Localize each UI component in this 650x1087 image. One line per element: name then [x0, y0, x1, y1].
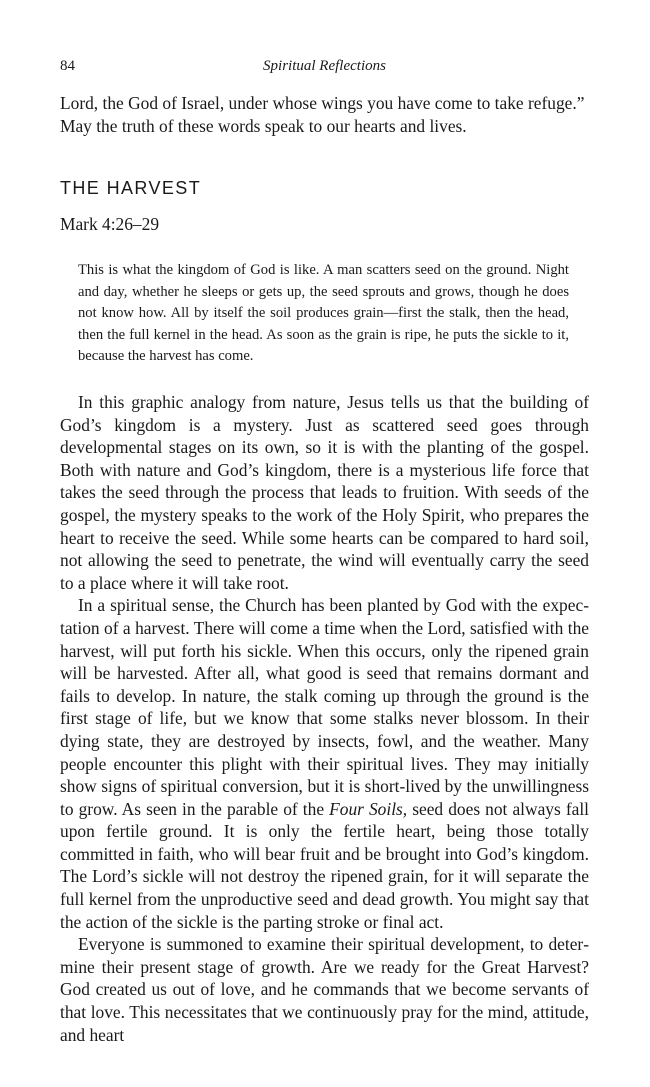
scripture-reference: Mark 4:26–29	[60, 214, 160, 234]
body-paragraph: Everyone is summoned to examine their spiritual development, to determine their present stage of growth. Are we ready for the Great Harvest? God created us out of love, and he commands that we become servants of that love. This necessitates that we continuously pray for the mind, attitude, and heart	[60, 934, 589, 1045]
running-title: Spiritual Reflections	[263, 58, 386, 74]
body-text-segment: In a spiritual sense, the Church has been planted by God with the expectation of a harvest. There will come a time when the Lord, satisfied with the harvest, will put forth his sickle. When this occurs, only the ripened grain will be harvested. After all, what good is seed that remains dormant and fails to develop. In nature, the stalk coming up through the ground is the first stage of life, but we know that some stalks never blossom. In their dying state, they are destroyed by insects, fowl, and the weather. Many people encounter this plight with their spiritual lives. They may initially show signs of spiritual conversion, but it is short-lived by the unwillingness to grow. As seen in the parable of the	[60, 595, 589, 819]
body-paragraph: In this graphic analogy from nature, Jesus tells us that the building of God’s kingdom is a mystery. Just as scattered seed goes through developmental stages on its own, so it is with the planting of the gospel. Both with nature and God’s kingdom, there is a mysterious life force that takes the seed through the process that leads to fruition. With seeds of the gospel, the mystery speaks to the work of the Holy Spirit, who prepares the heart to receive the seed. While some hearts can be compared to hard soil, not allowing the seed to penetrate, the wind will eventually carry the seed to a place where it will take root.	[60, 392, 589, 593]
body-text-segment: seed does not always fall upon fertile ground. It is only the fertile heart, being those totally committed in faith, who will bear fruit and be brought into God’s kingdom. The Lord’s sickle will not destroy the ripened grain, for it will separate the full kernel from the unproductive seed and dead growth. You might say that the action of the sickle is the parting stroke or final act.	[60, 798, 589, 932]
opening-paragraph: Lord, the God of Israel, under whose wings you have come to take refuge.” May the truth of these words speak to our hearts and lives.	[60, 93, 585, 137]
scripture-quote: This is what the kingdom of God is like. A man scatters seed on the ground. Night and day, whether he sleeps or gets up, the seed sprouts and grows, though he does not know how. All by itself the soil produces grain—first the stalk, then the head, then the full kernel in the head. As soon as the grain is ripe, he puts the sickle to it, because the harvest has come.	[78, 262, 569, 364]
parable-title: Four Soils,	[329, 798, 408, 819]
body-text	[60, 391, 589, 1046]
page-number: 84	[60, 58, 75, 74]
section-heading: THE HARVEST	[60, 178, 202, 198]
running-head	[60, 58, 589, 78]
body-paragraph	[60, 594, 589, 933]
